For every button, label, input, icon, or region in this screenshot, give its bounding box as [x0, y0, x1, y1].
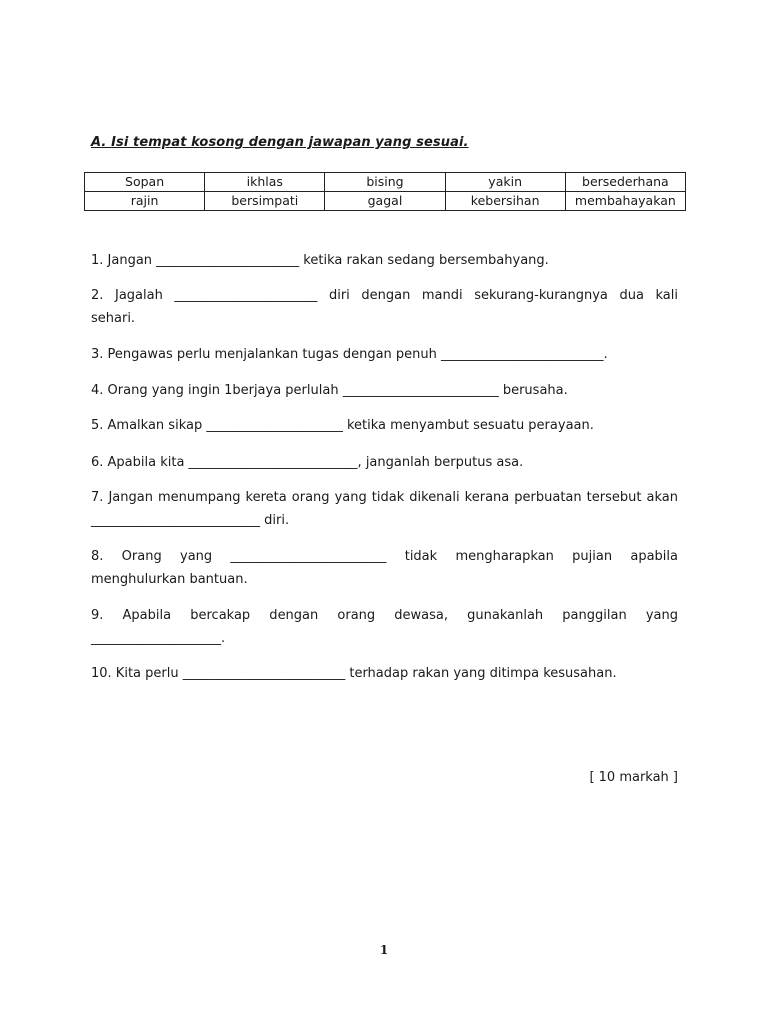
question-text: 4. Orang yang ingin 1berjaya perlulah ________________________ berusaha. [91, 383, 568, 398]
question-text: 5. Amalkan sikap _____________________ ketika menyambut sesuatu perayaan. [91, 418, 594, 433]
question-text-continued: __________________________ diri. [91, 513, 290, 528]
word-bank-table [84, 172, 686, 211]
section-instruction: Isi tempat kosong dengan jawapan yang sesuai. [106, 135, 469, 150]
question-3 [91, 343, 678, 366]
question-8 [91, 545, 678, 591]
question-text: 1. Jangan ______________________ ketika rakan sedang bersembahyang. [91, 253, 549, 268]
question-text: 9. Apabila bercakap dengan orang dewasa, gunakanlah panggilan yang [91, 608, 678, 623]
question-text-continued: sehari. [91, 311, 136, 326]
question-text-continued: menghulurkan bantuan. [91, 572, 248, 587]
section-heading [91, 135, 469, 150]
question-2 [91, 284, 678, 330]
question-5 [91, 414, 678, 437]
question-9 [91, 604, 678, 650]
question-10 [91, 662, 678, 685]
question-text: 2. Jagalah ______________________ diri dengan mandi sekurang-kurangnya dua kali [91, 288, 678, 303]
question-text: 7. Jangan menumpang kereta orang yang tidak dikenali kerana perbuatan tersebut akan [91, 490, 678, 505]
word-bank-cell: membahayakan [565, 192, 685, 211]
word-bank-row [85, 192, 686, 211]
marks-total: [ 10 markah ] [589, 770, 678, 785]
word-bank-cell: yakin [445, 173, 565, 192]
page-number: 1 [379, 943, 389, 957]
question-7 [91, 486, 678, 532]
question-text: 6. Apabila kita __________________________, janganlah berputus asa. [91, 455, 524, 470]
question-text: 3. Pengawas perlu menjalankan tugas dengan penuh _________________________. [91, 347, 608, 362]
question-text-continued: ____________________. [91, 631, 226, 646]
word-bank-cell: rajin [85, 192, 205, 211]
word-bank-cell: gagal [325, 192, 445, 211]
word-bank-cell: ikhlas [205, 173, 325, 192]
question-4 [91, 379, 678, 402]
word-bank-cell: bersimpati [205, 192, 325, 211]
section-letter: A. [91, 135, 107, 150]
word-bank-row [85, 173, 686, 192]
word-bank-cell: Sopan [85, 173, 205, 192]
question-1 [91, 249, 678, 272]
word-bank-cell: kebersihan [445, 192, 565, 211]
question-text: 10. Kita perlu _________________________ terhadap rakan yang ditimpa kesusahan. [91, 666, 617, 681]
question-text: 8. Orang yang ________________________ tidak mengharapkan pujian apabila [91, 549, 678, 564]
word-bank-cell: bising [325, 173, 445, 192]
question-6 [91, 451, 678, 474]
word-bank-cell: bersederhana [565, 173, 685, 192]
